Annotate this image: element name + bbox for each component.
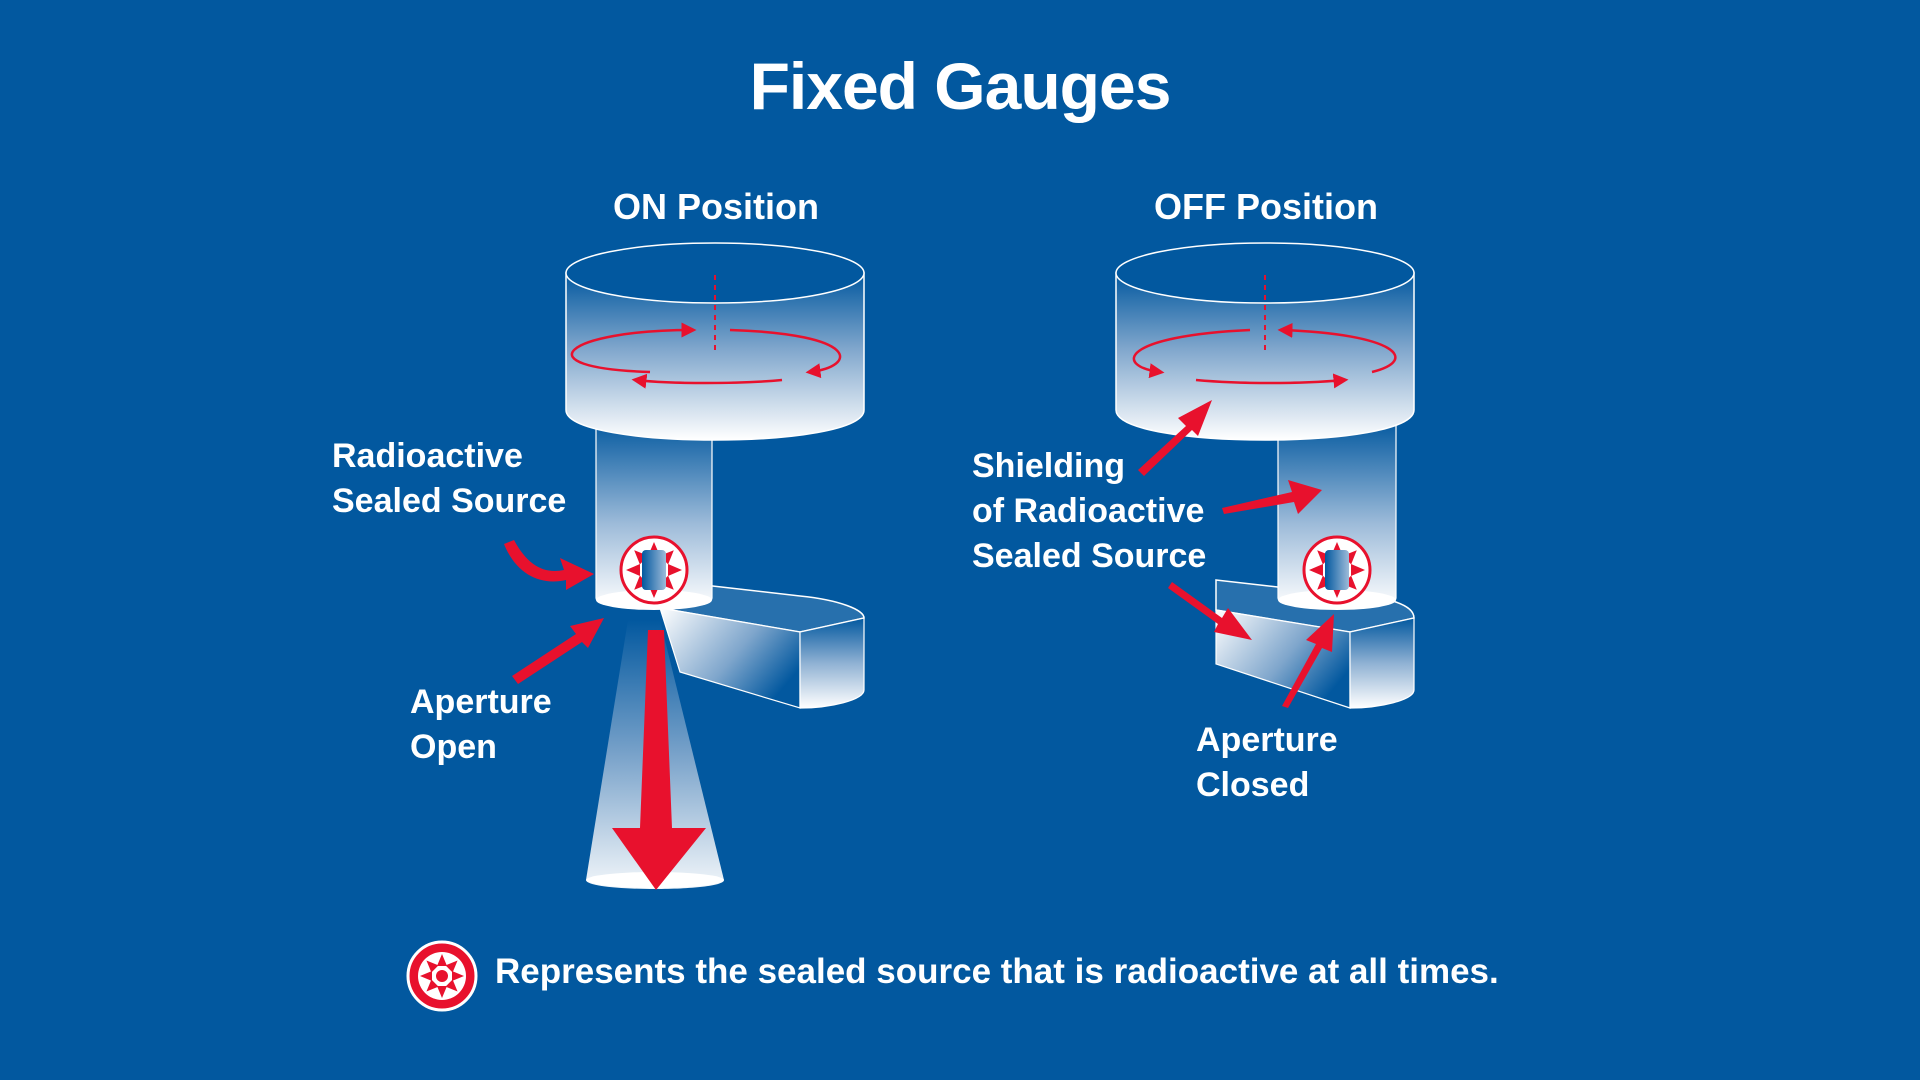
off-aperture-label: [1196, 718, 1338, 808]
on-aperture-label-line-2: Open: [410, 728, 497, 766]
legend-radiation-source-icon: [408, 942, 476, 1010]
off-shielding-label-line-3: Sealed Source: [972, 537, 1207, 575]
on-source-label: [332, 434, 566, 524]
on-rotating-head: [566, 243, 864, 440]
off-shielding-label-line-2: of Radioactive: [972, 492, 1205, 530]
off-shielding-label: [972, 444, 1206, 579]
off-position-heading: OFF Position: [1154, 186, 1378, 227]
page-title: Fixed Gauges: [749, 49, 1171, 123]
on-position-heading: ON Position: [613, 186, 819, 227]
off-rotating-head: [1116, 243, 1414, 440]
on-source-pointer-arrow: [504, 540, 594, 590]
on-aperture-pointer-arrow: [512, 618, 604, 684]
off-radiation-source-icon: [1304, 537, 1370, 603]
on-radiation-source-icon: [621, 537, 687, 603]
on-source-label-line-2: Sealed Source: [332, 482, 567, 520]
on-gauge: [504, 243, 864, 890]
off-aperture-label-line-1: Aperture: [1196, 721, 1338, 759]
on-aperture-label: [410, 680, 552, 770]
off-aperture-label-line-2: Closed: [1196, 766, 1310, 804]
legend-text: Represents the sealed source that is radioactive at all times.: [495, 952, 1499, 991]
off-shielding-label-line-1: Shielding: [972, 447, 1125, 485]
on-source-label-line-1: Radioactive: [332, 437, 523, 475]
on-aperture-label-line-1: Aperture: [410, 683, 552, 721]
